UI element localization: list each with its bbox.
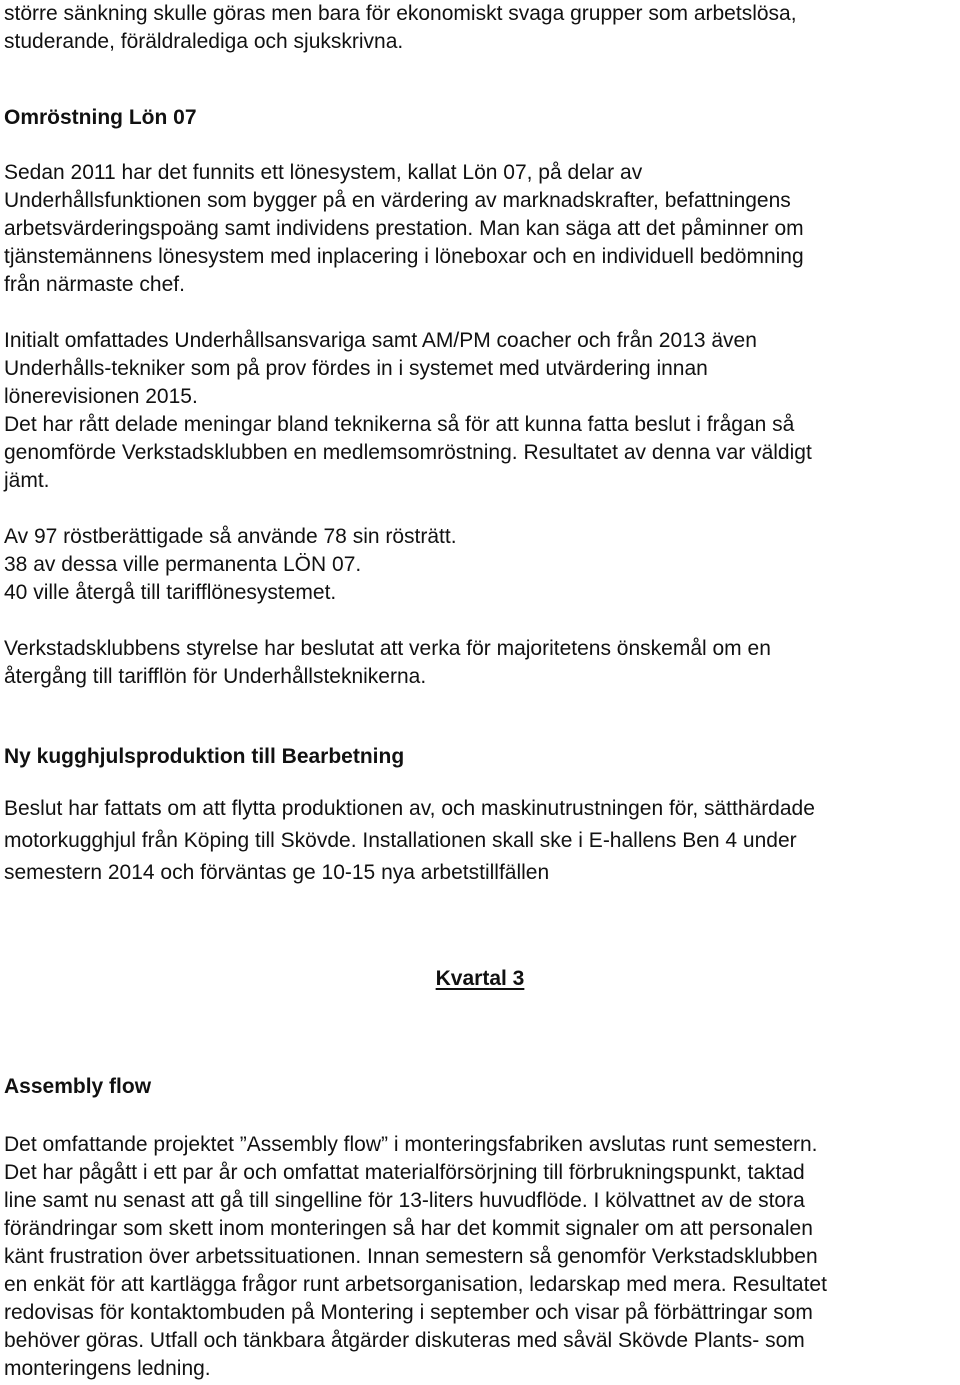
paragraph-line: Underhålls-tekniker som på prov fördes in i systemet med utvärdering innan	[4, 357, 708, 380]
intro-line: större sänkning skulle göras men bara för ekonomiskt svaga grupper som arbetslösa,	[4, 2, 797, 25]
paragraph-line: Det har pågått i ett par år och omfattat materialförsörjning till förbrukningspunkt, taktad	[4, 1161, 805, 1184]
paragraph-line: Beslut har fattats om att flytta produktionen av, och maskinutrustningen för, sätthärdade	[4, 797, 815, 820]
paragraph-line: Sedan 2011 har det funnits ett lönesystem, kallat Lön 07, på delar av	[4, 161, 643, 184]
paragraph-line: Underhållsfunktionen som bygger på en värdering av marknadskrafter, befattningens	[4, 189, 791, 212]
vote-result-line: 38 av dessa ville permanenta LÖN 07.	[4, 553, 362, 576]
section-heading-gear: Ny kugghjulsproduktion till Bearbetning	[4, 745, 405, 768]
paragraph-line: Det omfattande projektet ”Assembly flow” i monteringsfabriken avslutas runt semestern.	[4, 1133, 818, 1156]
paragraph-line: arbetsvärderingspoäng samt individens prestation. Man kan säga att det påminner om	[4, 217, 804, 240]
paragraph-line: från närmaste chef.	[4, 273, 185, 296]
paragraph-line: en enkät för att kartlägga frågor runt arbetsorganisation, ledarskap med mera. Resultatet	[4, 1273, 827, 1296]
paragraph-line: Verkstadsklubbens styrelse har beslutat att verka för majoritetens önskemål om en	[4, 637, 771, 660]
paragraph-line: förändringar som skett inom monteringen så har det kommit signaler om att personalen	[4, 1217, 813, 1240]
paragraph-line: jämt.	[4, 469, 50, 492]
quarter-heading: Kvartal 3	[435, 967, 525, 990]
paragraph-line: Initialt omfattades Underhållsansvariga samt AM/PM coacher och från 2013 även	[4, 329, 757, 352]
vote-result-line: 40 ville återgå till tarifflönesystemet.	[4, 581, 337, 604]
section-heading-assembly: Assembly flow	[4, 1075, 152, 1098]
paragraph-line: semestern 2014 och förväntas ge 10-15 nya arbetstillfällen	[4, 861, 550, 884]
paragraph-line: återgång till tarifflön för Underhållsteknikerna.	[4, 665, 427, 688]
paragraph-line: Det har rått delade meningar bland teknikerna så för att kunna fatta beslut i frågan så	[4, 413, 795, 436]
paragraph-line: behöver göras. Utfall och tänkbara åtgärder diskuteras med såväl Skövde Plants- som	[4, 1329, 805, 1352]
section-heading-lon07: Omröstning Lön 07	[4, 106, 197, 129]
paragraph-line: genomförde Verkstadsklubben en medlemsomröstning. Resultatet av denna var väldigt	[4, 441, 812, 464]
paragraph-line: lönerevisionen 2015.	[4, 385, 198, 408]
paragraph-line: monteringens ledning.	[4, 1357, 211, 1380]
paragraph-line: line samt nu senast att gå till singelline för 13-liters huvudflöde. I kölvattnet av de stora	[4, 1189, 805, 1212]
paragraph-line: motorkugghjul från Köping till Skövde. Installationen skall ske i E-hallens Ben 4 under	[4, 829, 797, 852]
paragraph-line: känt frustration över arbetssituationen. Innan semestern så genomför Verkstadsklubben	[4, 1245, 818, 1268]
intro-line: studerande, föräldralediga och sjukskrivna.	[4, 30, 404, 53]
paragraph-line: redovisas för kontaktombuden på Montering i september och visar på förbättringar som	[4, 1301, 813, 1324]
vote-result-line: Av 97 röstberättigade så använde 78 sin rösträtt.	[4, 525, 457, 548]
paragraph-line: tjänstemännens lönesystem med inplacering i löneboxar och en individuell bedömning	[4, 245, 804, 268]
